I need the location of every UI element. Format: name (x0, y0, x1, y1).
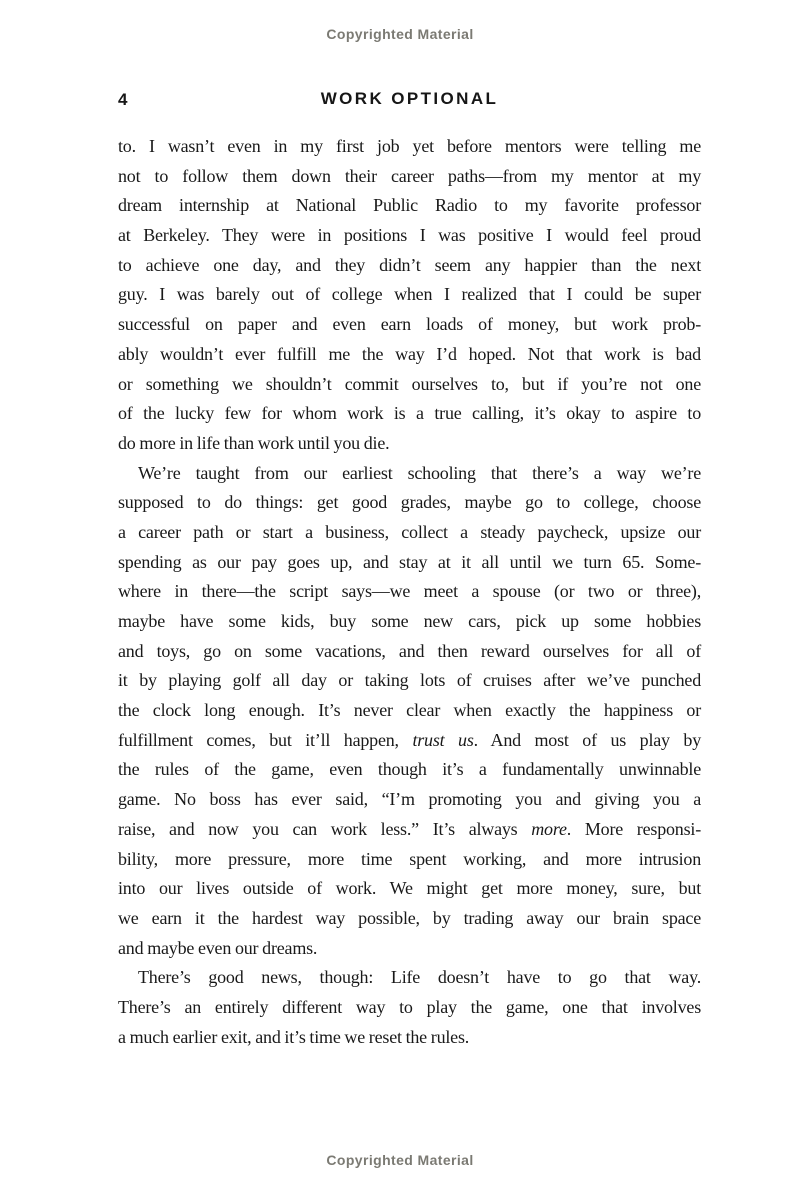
text-line: to achieve one day, and they didn’t seem any happier than the next (118, 254, 701, 275)
text-line: fulfillment comes, but it’ll happen, trust us. And most of us play by (118, 729, 702, 750)
text-line: the clock long enough. It’s never clear when exactly the happiness or (118, 700, 701, 721)
text-line: spending as our pay goes up, and stay at it all until we turn 65. Some- (118, 551, 701, 572)
text-line: not to follow them down their career paths—from my mentor at my (118, 165, 701, 186)
text-line: do more in life than work until you die. (118, 432, 390, 453)
text-line: and toys, go on some vacations, and then reward ourselves for all of (118, 640, 701, 661)
paragraph (118, 459, 701, 964)
text-line: where in there—the script says—we meet a spouse (or two or three), (118, 581, 701, 602)
page-number: 4 (118, 90, 128, 109)
text-line: a much earlier exit, and it’s time we reset the rules. (118, 1026, 470, 1047)
text-line: or something we shouldn’t commit ourselves to, but if you’re not one (118, 373, 701, 394)
text-line: into our lives outside of work. We might get more money, sure, but (118, 878, 701, 899)
text-line: There’s an entirely different way to play the game, one that involves (118, 996, 701, 1017)
text-line: bility, more pressure, more time spent working, and more intrusion (118, 848, 701, 869)
copyright-notice-bottom: Copyrighted Material (326, 1152, 474, 1168)
text-line: the rules of the game, even though it’s a fundamentally unwinnable (118, 759, 701, 780)
text-line: successful on paper and even earn loads of money, but work prob- (118, 314, 701, 335)
page-header (118, 89, 701, 109)
text-line: raise, and now you can work less.” It’s always more. More responsi- (118, 818, 701, 839)
text-line: of the lucky few for whom work is a true calling, it’s okay to aspire to (118, 403, 701, 424)
text-line: it by playing golf all day or taking lots of cruises after we’ve punched (118, 670, 701, 691)
text-line: we earn it the hardest way possible, by trading away our brain space (118, 907, 701, 928)
text-line: game. No boss has ever said, “I’m promoting you and giving you a (118, 789, 701, 810)
text-line: guy. I was barely out of college when I realized that I could be super (118, 284, 701, 305)
paragraph (118, 963, 701, 1052)
text-line: at Berkeley. They were in positions I was positive I would feel proud (118, 225, 701, 246)
text-line: to. I wasn’t even in my first job yet before mentors were telling me (118, 136, 701, 156)
text-line: There’s good news, though: Life doesn’t have to go that way. (138, 967, 701, 988)
running-header: WORK OPTIONAL (320, 89, 499, 108)
text-line: maybe have some kids, buy some new cars, pick up some hobbies (118, 611, 701, 631)
text-line: ably wouldn’t ever fulfill me the way I’d hoped. Not that work is bad (118, 343, 701, 364)
text-line: We’re taught from our earliest schooling that there’s a way we’re (138, 462, 701, 483)
text-line: supposed to do things: get good grades, maybe go to college, choose (118, 492, 701, 513)
copyright-notice-top: Copyrighted Material (326, 26, 474, 42)
text-line: and maybe even our dreams. (118, 937, 318, 958)
paragraph (118, 132, 701, 459)
text-line: dream internship at National Public Radio to my favorite professor (118, 195, 701, 216)
body-text (118, 132, 701, 1052)
text-line: a career path or start a business, collect a steady paycheck, upsize our (118, 521, 701, 542)
